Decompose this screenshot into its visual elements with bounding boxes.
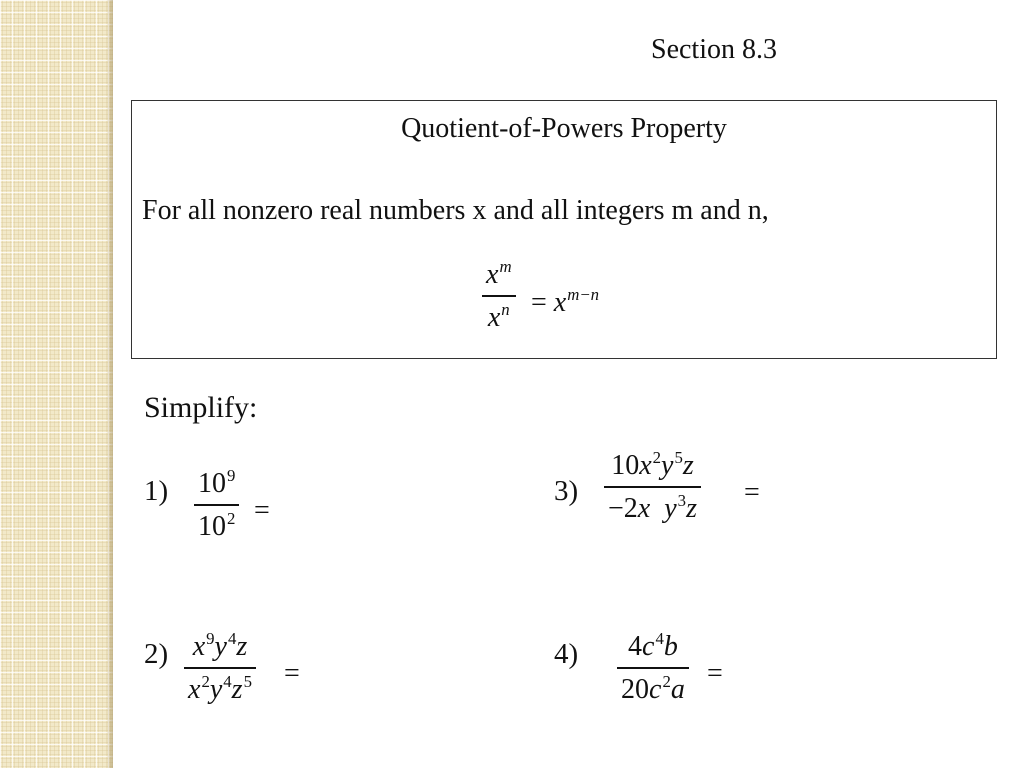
fraction-bar xyxy=(184,667,256,669)
formula-denominator: $x^n$ xyxy=(487,299,510,333)
problem-3-label: 3) xyxy=(554,475,579,507)
problem-4-numerator: $4c^4b$ xyxy=(628,629,678,662)
fraction-bar xyxy=(482,295,516,297)
property-title: Quotient-of-Powers Property xyxy=(401,113,727,144)
problem-1-fraction xyxy=(194,466,239,542)
problem-4-equals: = xyxy=(707,658,723,689)
problem-1-denominator: $10^2$ xyxy=(198,508,236,542)
problem-1-numerator: $10^9$ xyxy=(198,466,236,499)
problem-3-numerator: $10x^2y^5z$ xyxy=(611,448,694,481)
formula-fraction xyxy=(482,257,516,333)
problem-4-label: 4) xyxy=(554,638,579,670)
problem-2-denominator: $x^2y^4z^5$ xyxy=(188,671,252,705)
problem-2-equals: = xyxy=(284,658,300,689)
problem-4-denominator: $20c^2a$ xyxy=(621,671,685,705)
fraction-bar xyxy=(194,504,239,506)
decorative-side-strip xyxy=(0,0,113,768)
problem-2-fraction xyxy=(184,629,256,705)
problem-4-fraction xyxy=(617,629,689,705)
fraction-bar xyxy=(604,486,701,488)
section-label: Section 8.3 xyxy=(651,34,777,65)
problem-3-denominator: −2x $y^3z$ xyxy=(608,490,697,524)
problem-1-label: 1) xyxy=(144,475,169,507)
problem-2-numerator: $x^9y^4z$ xyxy=(192,629,248,662)
formula-numerator: $x^m$ xyxy=(486,257,512,290)
problem-1-equals: = xyxy=(254,495,270,526)
problem-2-label: 2) xyxy=(144,638,169,670)
simplify-label: Simplify: xyxy=(144,391,258,424)
formula-equals: = $x^{m-n}$ xyxy=(531,285,600,318)
problem-3-equals: = xyxy=(744,477,760,508)
problem-3-fraction xyxy=(604,448,701,524)
property-statement: For all nonzero real numbers x and all integers m and n, xyxy=(142,195,769,226)
property-box xyxy=(131,100,997,359)
fraction-bar xyxy=(617,667,689,669)
